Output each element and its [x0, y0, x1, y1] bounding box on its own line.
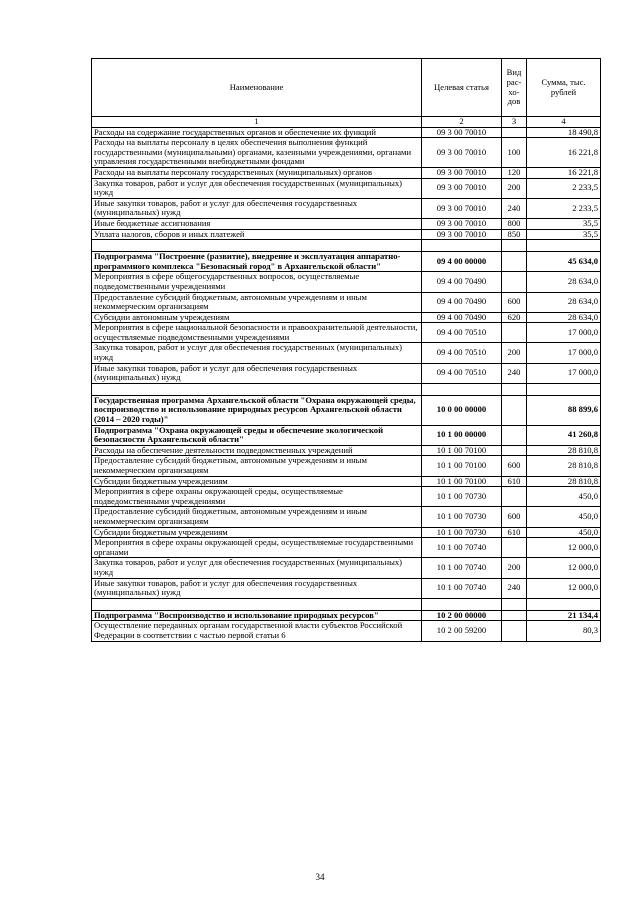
cell-code: 10 1 00 70730 — [422, 487, 502, 507]
cell-code: 09 3 00 70010 — [422, 167, 502, 178]
cell-name: Иные закупки товаров, работ и услуг для обеспечения государственных (муниципальных) нужд — [92, 363, 422, 383]
cell-name: Субсидии бюджетным учреждениям — [92, 527, 422, 538]
cell-name: Расходы на обеспечение деятельности подведомственных учреждений — [92, 445, 422, 456]
cell-sum: 41 260,8 — [527, 425, 601, 445]
cell-code: 09 3 00 70010 — [422, 138, 502, 168]
table-row — [92, 178, 601, 198]
table-row — [92, 127, 601, 138]
cell-code: 10 2 00 00000 — [422, 610, 502, 621]
cell-type: 610 — [502, 476, 527, 487]
cell-code: 09 3 00 70010 — [422, 218, 502, 229]
cell-code: 09 4 00 70490 — [422, 272, 502, 292]
spacer-cell — [422, 383, 502, 395]
cell-name: Иные бюджетные ассигнования — [92, 218, 422, 229]
table-row — [92, 312, 601, 323]
cell-name: Уплата налогов, сборов и иных платежей — [92, 229, 422, 240]
spacer-cell — [92, 240, 422, 252]
column-number: 4 — [527, 117, 601, 128]
cell-type: 620 — [502, 312, 527, 323]
budget-page — [91, 58, 600, 642]
cell-sum: 28 810,8 — [527, 456, 601, 476]
cell-type — [502, 487, 527, 507]
table-row — [92, 507, 601, 527]
cell-code: 10 1 00 70100 — [422, 456, 502, 476]
cell-name: Подпрограмма "Охрана окружающей среды и обеспечение экологической безопасности Архангельской области" — [92, 425, 422, 445]
spacer-cell — [92, 598, 422, 610]
cell-type — [502, 621, 527, 641]
cell-name: Иные закупки товаров, работ и услуг для обеспечения государственных (муниципальных) нужд — [92, 578, 422, 598]
cell-sum: 450,0 — [527, 527, 601, 538]
spacer-cell — [527, 240, 601, 252]
cell-name: Предоставление субсидий бюджетным, автономным учреждениям и иным некоммерческим организациям — [92, 292, 422, 312]
cell-code: 09 4 00 70510 — [422, 343, 502, 363]
cell-name: Мероприятия в сфере общегосударственных вопросов, осуществляемые подведомственными учреждениями — [92, 272, 422, 292]
cell-code: 09 4 00 70490 — [422, 312, 502, 323]
table-row — [92, 538, 601, 558]
header-type: Вид рас-хо-дов — [502, 59, 527, 117]
cell-sum: 45 634,0 — [527, 252, 601, 272]
cell-name: Расходы на выплаты персоналу в целях обеспечения выполнения функций государственными (муниципальными) органами, казенными учреждениями, органами управления государственными внебюджетными фондами — [92, 138, 422, 168]
header-code: Целевая статья — [422, 59, 502, 117]
cell-code: 10 1 00 70740 — [422, 558, 502, 578]
cell-name: Мероприятия в сфере охраны окружающей среды, осуществляемые подведомственными учреждениями — [92, 487, 422, 507]
cell-sum: 2 233,5 — [527, 178, 601, 198]
table-row — [92, 445, 601, 456]
cell-sum: 88 899,6 — [527, 395, 601, 425]
spacer-cell — [527, 598, 601, 610]
cell-type: 200 — [502, 343, 527, 363]
spacer-cell — [527, 383, 601, 395]
cell-sum: 35,5 — [527, 218, 601, 229]
cell-code: 09 3 00 70010 — [422, 127, 502, 138]
cell-type: 610 — [502, 527, 527, 538]
table-row — [92, 138, 601, 168]
program-row — [92, 610, 601, 621]
cell-sum: 80,3 — [527, 621, 601, 641]
cell-type: 600 — [502, 456, 527, 476]
cell-name: Мероприятия в сфере охраны окружающей среды, осуществляемые государственными органами — [92, 538, 422, 558]
cell-type — [502, 445, 527, 456]
cell-name: Закупка товаров, работ и услуг для обеспечения государственных (муниципальных) нужд — [92, 343, 422, 363]
table-row — [92, 456, 601, 476]
cell-sum: 450,0 — [527, 487, 601, 507]
cell-name: Подпрограмма "Воспроизводство и использование природных ресурсов" — [92, 610, 422, 621]
cell-name: Осуществление переданных органам государственной власти субъектов Российской Федерации в соответствии с частью первой статьи 6 — [92, 621, 422, 641]
table-row — [92, 167, 601, 178]
cell-code: 09 4 00 70510 — [422, 323, 502, 343]
spacer-row — [92, 383, 601, 395]
cell-type — [502, 272, 527, 292]
cell-name: Субсидии автономным учреждениям — [92, 312, 422, 323]
cell-name: Государственная программа Архангельской области "Охрана окружающей среды, воспроизводство и использование природных ресурсов Архангельской области (2014 – 2020 годы)" — [92, 395, 422, 425]
cell-sum: 12 000,0 — [527, 538, 601, 558]
header-sum: Сумма, тыс. рублей — [527, 59, 601, 117]
table-row — [92, 487, 601, 507]
cell-type — [502, 610, 527, 621]
spacer-cell — [502, 240, 527, 252]
program-row — [92, 425, 601, 445]
program-row — [92, 252, 601, 272]
program-row — [92, 395, 601, 425]
cell-name: Субсидии бюджетным учреждениям — [92, 476, 422, 487]
cell-sum: 450,0 — [527, 507, 601, 527]
table-row — [92, 527, 601, 538]
table-row — [92, 363, 601, 383]
cell-sum: 28 634,0 — [527, 272, 601, 292]
cell-code: 10 1 00 00000 — [422, 425, 502, 445]
cell-sum: 2 233,5 — [527, 198, 601, 218]
cell-code: 09 3 00 70010 — [422, 178, 502, 198]
cell-sum: 28 810,8 — [527, 445, 601, 456]
cell-sum: 28 634,0 — [527, 312, 601, 323]
spacer-row — [92, 240, 601, 252]
cell-name: Мероприятия в сфере национальной безопасности и правоохранительной деятельности, осуществляемые подведомственными учреждениями — [92, 323, 422, 343]
cell-name: Предоставление субсидий бюджетным, автономным учреждениям и иным некоммерческим организациям — [92, 456, 422, 476]
spacer-cell — [502, 383, 527, 395]
cell-name: Расходы на содержание государственных органов и обеспечение их функций — [92, 127, 422, 138]
table-row — [92, 229, 601, 240]
cell-type — [502, 395, 527, 425]
spacer-cell — [422, 240, 502, 252]
cell-code: 10 1 00 70740 — [422, 578, 502, 598]
cell-type — [502, 323, 527, 343]
cell-sum: 28 810,8 — [527, 476, 601, 487]
cell-type: 100 — [502, 138, 527, 168]
cell-name: Подпрограмма "Построение (развитие), внедрение и эксплуатация аппаратно-программного комплекса "Безопасный город" в Архангельской области" — [92, 252, 422, 272]
cell-sum: 12 000,0 — [527, 578, 601, 598]
cell-type — [502, 252, 527, 272]
cell-sum: 21 134,4 — [527, 610, 601, 621]
cell-name: Закупка товаров, работ и услуг для обеспечения государственных (муниципальных) нужд — [92, 178, 422, 198]
cell-sum: 35,5 — [527, 229, 601, 240]
cell-type: 600 — [502, 292, 527, 312]
cell-type: 850 — [502, 229, 527, 240]
cell-code: 10 2 00 59200 — [422, 621, 502, 641]
cell-code: 10 1 00 70100 — [422, 476, 502, 487]
budget-table — [91, 58, 601, 642]
cell-code: 09 4 00 70510 — [422, 363, 502, 383]
table-row — [92, 578, 601, 598]
cell-code: 09 3 00 70010 — [422, 198, 502, 218]
cell-name: Закупка товаров, работ и услуг для обеспечения государственных (муниципальных) нужд — [92, 558, 422, 578]
cell-sum: 17 000,0 — [527, 323, 601, 343]
spacer-cell — [92, 383, 422, 395]
table-row — [92, 292, 601, 312]
cell-sum: 16 221,8 — [527, 138, 601, 168]
cell-code: 10 1 00 70730 — [422, 507, 502, 527]
table-row — [92, 343, 601, 363]
cell-code: 10 1 00 70730 — [422, 527, 502, 538]
page-number: 34 — [315, 872, 325, 882]
cell-type: 200 — [502, 558, 527, 578]
spacer-cell — [502, 598, 527, 610]
table-row — [92, 558, 601, 578]
cell-type: 600 — [502, 507, 527, 527]
table-header-row — [92, 59, 601, 117]
cell-sum: 17 000,0 — [527, 363, 601, 383]
cell-type — [502, 538, 527, 558]
cell-code: 09 4 00 00000 — [422, 252, 502, 272]
cell-sum: 16 221,8 — [527, 167, 601, 178]
header-name: Наименование — [92, 59, 422, 117]
cell-name: Иные закупки товаров, работ и услуг для обеспечения государственных (муниципальных) нужд — [92, 198, 422, 218]
cell-code: 10 1 00 70100 — [422, 445, 502, 456]
cell-type: 240 — [502, 198, 527, 218]
cell-sum: 12 000,0 — [527, 558, 601, 578]
cell-type: 800 — [502, 218, 527, 229]
cell-code: 10 1 00 70740 — [422, 538, 502, 558]
table-row — [92, 198, 601, 218]
cell-name: Предоставление субсидий бюджетным, автономным учреждениям и иным некоммерческим организациям — [92, 507, 422, 527]
table-row — [92, 621, 601, 641]
spacer-row — [92, 598, 601, 610]
cell-name: Расходы на выплаты персоналу государственных (муниципальных) органов — [92, 167, 422, 178]
table-row — [92, 272, 601, 292]
cell-sum: 28 634,0 — [527, 292, 601, 312]
table-row — [92, 323, 601, 343]
cell-type: 200 — [502, 178, 527, 198]
spacer-cell — [422, 598, 502, 610]
cell-sum: 17 000,0 — [527, 343, 601, 363]
table-row — [92, 476, 601, 487]
table-body — [92, 127, 601, 641]
cell-type — [502, 425, 527, 445]
column-number: 3 — [502, 117, 527, 128]
cell-type: 240 — [502, 363, 527, 383]
cell-code: 09 3 00 70010 — [422, 229, 502, 240]
column-number-row — [92, 117, 601, 128]
column-number: 2 — [422, 117, 502, 128]
column-number: 1 — [92, 117, 422, 128]
cell-type — [502, 127, 527, 138]
cell-code: 10 0 00 00000 — [422, 395, 502, 425]
cell-sum: 18 490,8 — [527, 127, 601, 138]
cell-type: 120 — [502, 167, 527, 178]
table-row — [92, 218, 601, 229]
cell-code: 09 4 00 70490 — [422, 292, 502, 312]
cell-type: 240 — [502, 578, 527, 598]
